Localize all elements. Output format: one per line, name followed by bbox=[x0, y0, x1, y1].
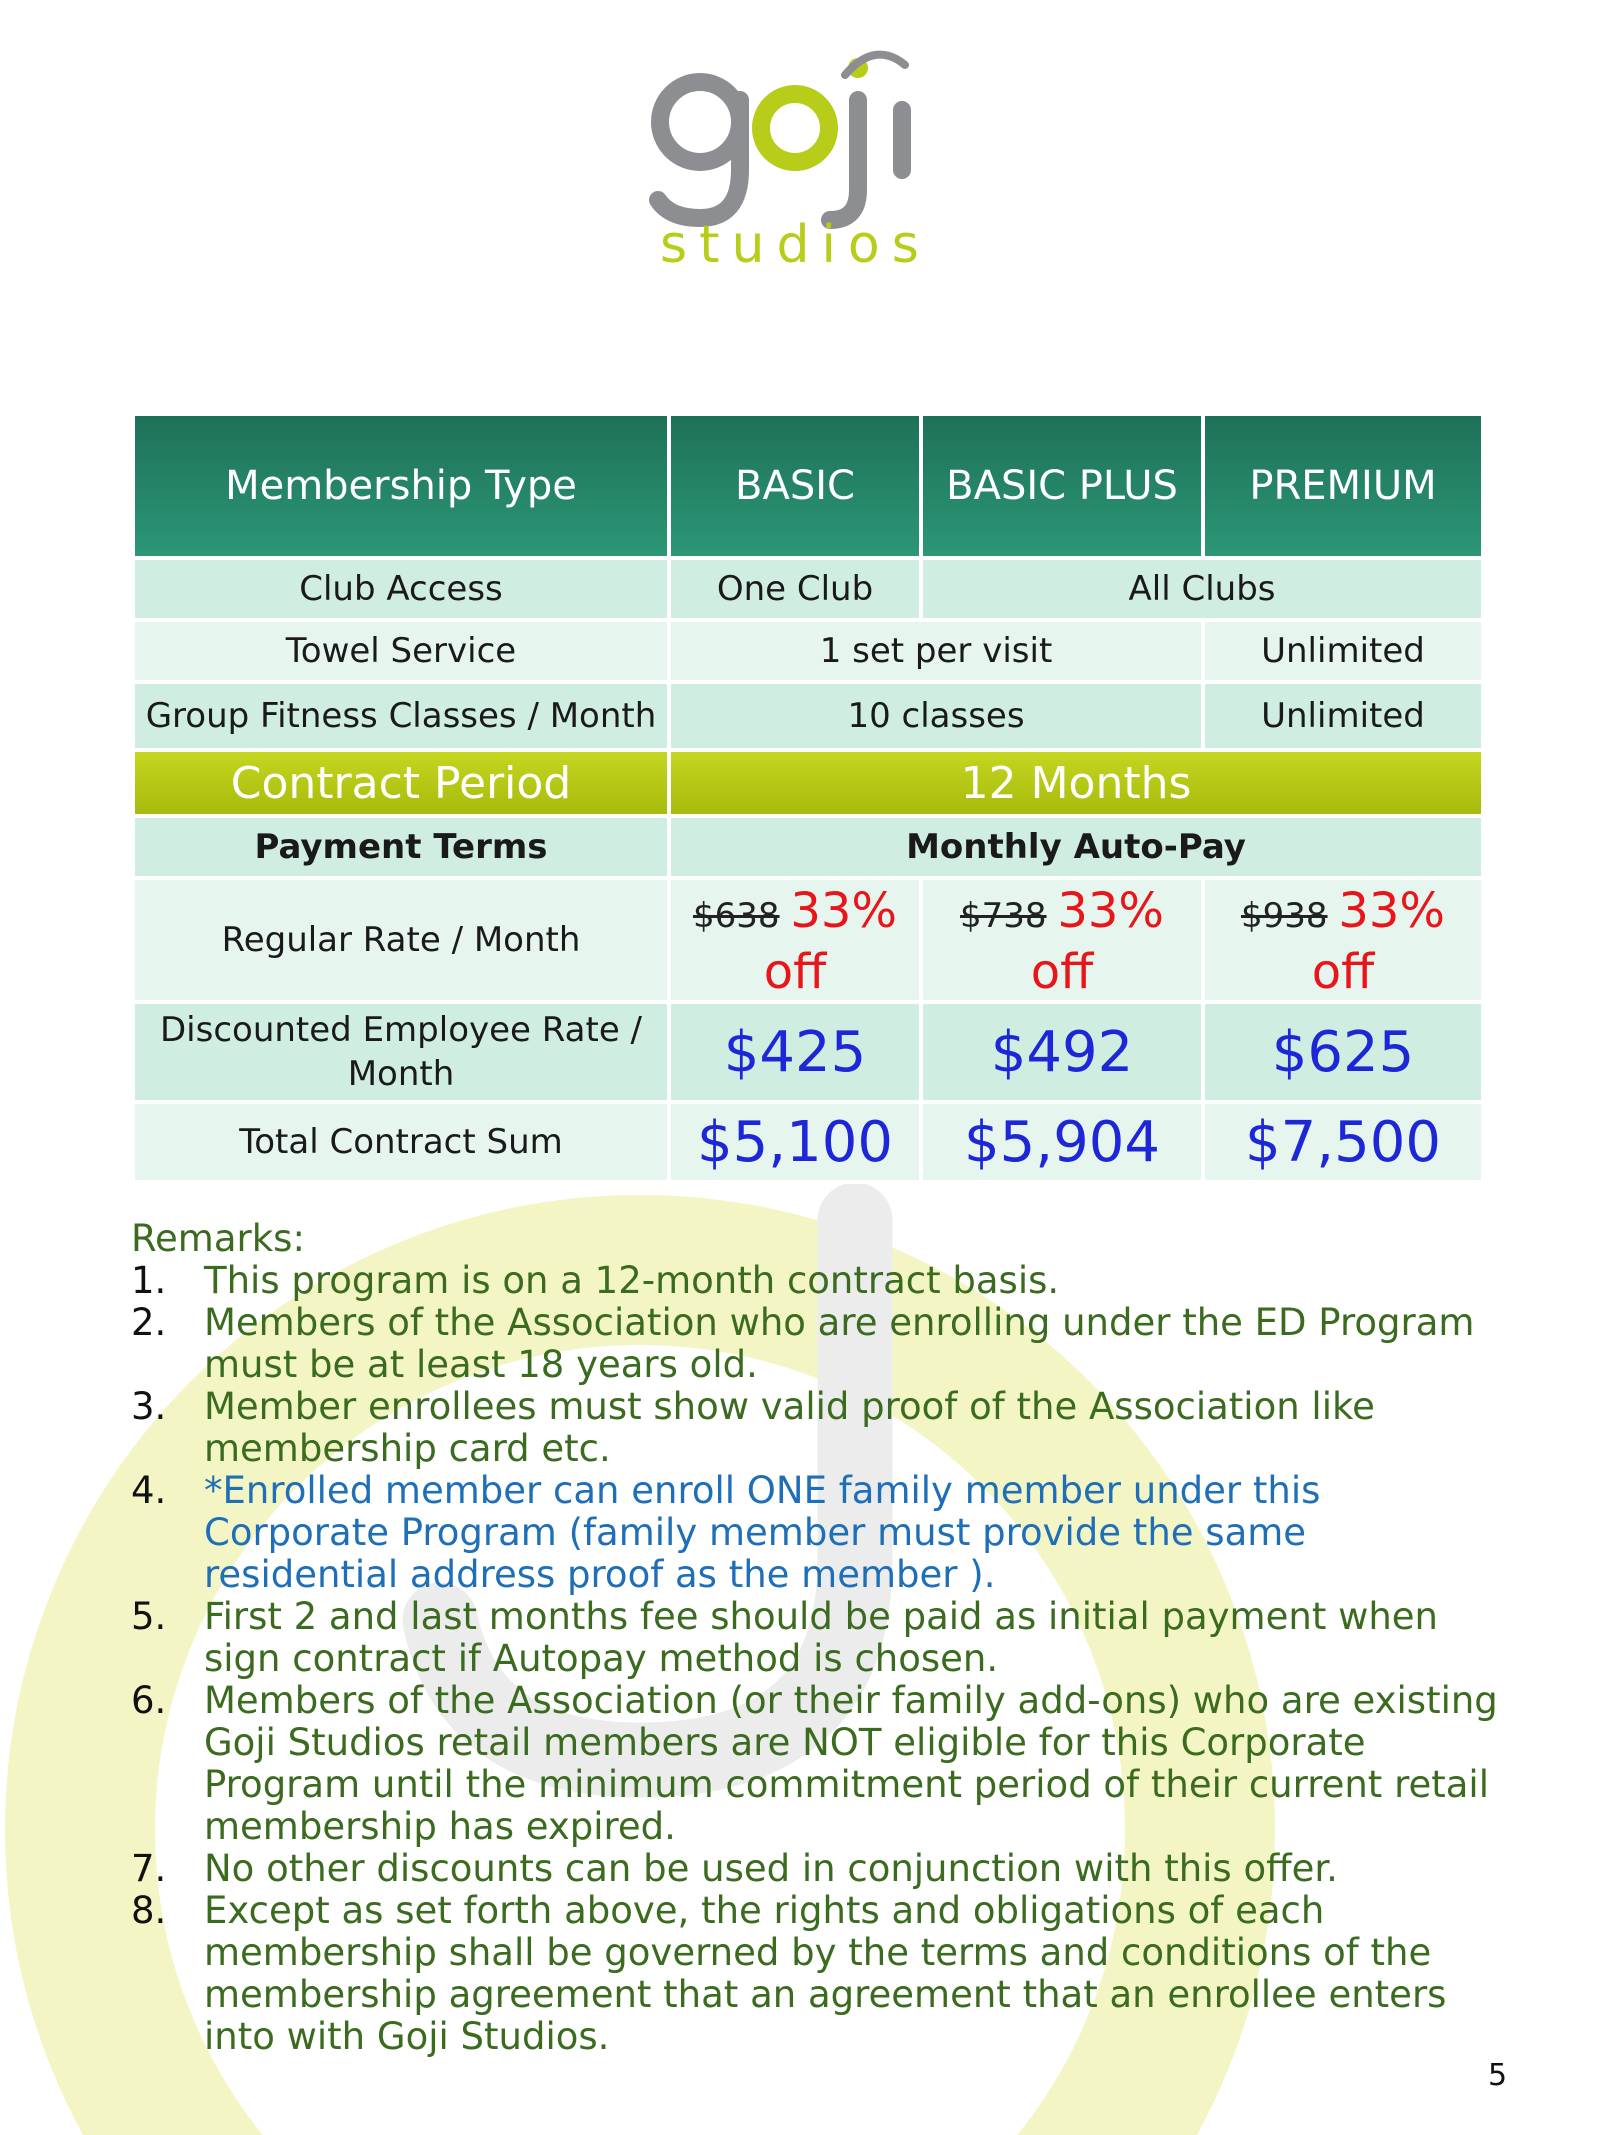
payment-label: Payment Terms bbox=[133, 816, 669, 878]
header-basic-plus: BASIC PLUS bbox=[921, 414, 1203, 558]
total-basic: $5,100 bbox=[669, 1102, 921, 1182]
total-premium: $7,500 bbox=[1203, 1102, 1483, 1182]
list-text: First 2 and last months fee should be paid as initial payment when sign contract if Autopay method is chosen. bbox=[204, 1595, 1439, 1680]
total-basic-plus: $5,904 bbox=[921, 1102, 1203, 1182]
table-row-club-access bbox=[133, 558, 1483, 620]
list-item bbox=[131, 1890, 1511, 2058]
list-number: 5. bbox=[131, 1595, 167, 1638]
table-row-payment bbox=[133, 816, 1483, 878]
header-basic: BASIC bbox=[669, 414, 921, 558]
regular-price: $638 bbox=[692, 895, 780, 936]
list-text: *Enrolled member can enroll ONE family member under this Corporate Program (family member must provide the same residential address proof as the member ). bbox=[204, 1469, 1321, 1596]
contract-label: Contract Period bbox=[133, 750, 669, 816]
discount-percent: 33% bbox=[1057, 882, 1165, 939]
towel-premium: Unlimited bbox=[1203, 620, 1483, 682]
discounted-rate-basic-plus: $492 bbox=[921, 1002, 1203, 1102]
total-label: Total Contract Sum bbox=[133, 1102, 669, 1182]
remarks-list bbox=[131, 1260, 1511, 2058]
table-row-total bbox=[133, 1102, 1483, 1182]
table-header-row bbox=[133, 414, 1483, 558]
list-number: 6. bbox=[131, 1679, 167, 1722]
list-number: 1. bbox=[131, 1259, 167, 1302]
towel-basic-plus: 1 set per visit bbox=[669, 620, 1203, 682]
remarks-title: Remarks: bbox=[131, 1217, 305, 1260]
discount-off: off bbox=[763, 943, 827, 1000]
list-item bbox=[131, 1470, 1511, 1596]
club-access-basic: One Club bbox=[669, 558, 921, 620]
list-item bbox=[131, 1848, 1511, 1890]
list-item bbox=[131, 1596, 1511, 1680]
club-access-label: Club Access bbox=[133, 558, 669, 620]
list-number: 2. bbox=[131, 1301, 167, 1344]
table-row-discounted-rate bbox=[133, 1002, 1483, 1102]
regular-rate-basic bbox=[669, 878, 921, 1002]
list-item bbox=[131, 1260, 1511, 1302]
regular-rate-label: Regular Rate / Month bbox=[133, 878, 669, 1002]
list-item bbox=[131, 1386, 1511, 1470]
regular-rate-basic-plus bbox=[921, 878, 1203, 1002]
remarks-section bbox=[131, 1218, 1511, 2058]
header-premium: PREMIUM bbox=[1203, 414, 1483, 558]
list-text: No other discounts can be used in conjunction with this offer. bbox=[204, 1847, 1338, 1890]
discounted-rate-basic: $425 bbox=[669, 1002, 921, 1102]
regular-price: $738 bbox=[959, 895, 1047, 936]
regular-rate-premium bbox=[1203, 878, 1483, 1002]
list-number: 7. bbox=[131, 1847, 167, 1890]
contract-value: 12 Months bbox=[669, 750, 1483, 816]
list-text: Members of the Association who are enrolling under the ED Program must be at least 18 years old. bbox=[204, 1301, 1475, 1386]
table-row-regular-rate bbox=[133, 878, 1483, 1002]
discount-off: off bbox=[1030, 943, 1094, 1000]
list-text: Members of the Association (or their family add-ons) who are existing Goji Studios retail members are NOT eligible for this Corporate Program until the minimum commitment period of their current retail membership has expired. bbox=[204, 1679, 1498, 1848]
discount-off: off bbox=[1311, 943, 1375, 1000]
list-item bbox=[131, 1302, 1511, 1386]
header-membership-type: Membership Type bbox=[133, 414, 669, 558]
club-access-others: All Clubs bbox=[921, 558, 1483, 620]
list-number: 3. bbox=[131, 1385, 167, 1428]
list-text: Except as set forth above, the rights and obligations of each membership shall be governed by the terms and conditions of the membership agreement that an agreement that an enrollee enters into with Goji Studios. bbox=[204, 1889, 1447, 2058]
classes-label: Group Fitness Classes / Month bbox=[133, 682, 669, 750]
list-number: 4. bbox=[131, 1469, 167, 1512]
discounted-rate-label: Discounted Employee Rate / Month bbox=[133, 1002, 669, 1102]
membership-pricing-table bbox=[131, 412, 1485, 1184]
page-number: 5 bbox=[1488, 2058, 1508, 2093]
towel-label: Towel Service bbox=[133, 620, 669, 682]
discounted-rate-premium: $625 bbox=[1203, 1002, 1483, 1102]
classes-basic-plus: 10 classes bbox=[669, 682, 1203, 750]
list-item bbox=[131, 1680, 1511, 1848]
classes-premium: Unlimited bbox=[1203, 682, 1483, 750]
payment-value: Monthly Auto-Pay bbox=[669, 816, 1483, 878]
table-row-classes bbox=[133, 682, 1483, 750]
table-row-towel bbox=[133, 620, 1483, 682]
list-number: 8. bbox=[131, 1889, 167, 1932]
regular-price: $938 bbox=[1240, 895, 1328, 936]
table-row-contract bbox=[133, 750, 1483, 816]
list-text: Member enrollees must show valid proof of the Association like membership card etc. bbox=[204, 1385, 1375, 1470]
goji-studios-logo bbox=[640, 40, 960, 270]
discount-percent: 33% bbox=[790, 882, 898, 939]
logo-studios-text: studios bbox=[660, 215, 931, 270]
list-text: This program is on a 12-month contract basis. bbox=[204, 1259, 1060, 1302]
discount-percent: 33% bbox=[1338, 882, 1446, 939]
